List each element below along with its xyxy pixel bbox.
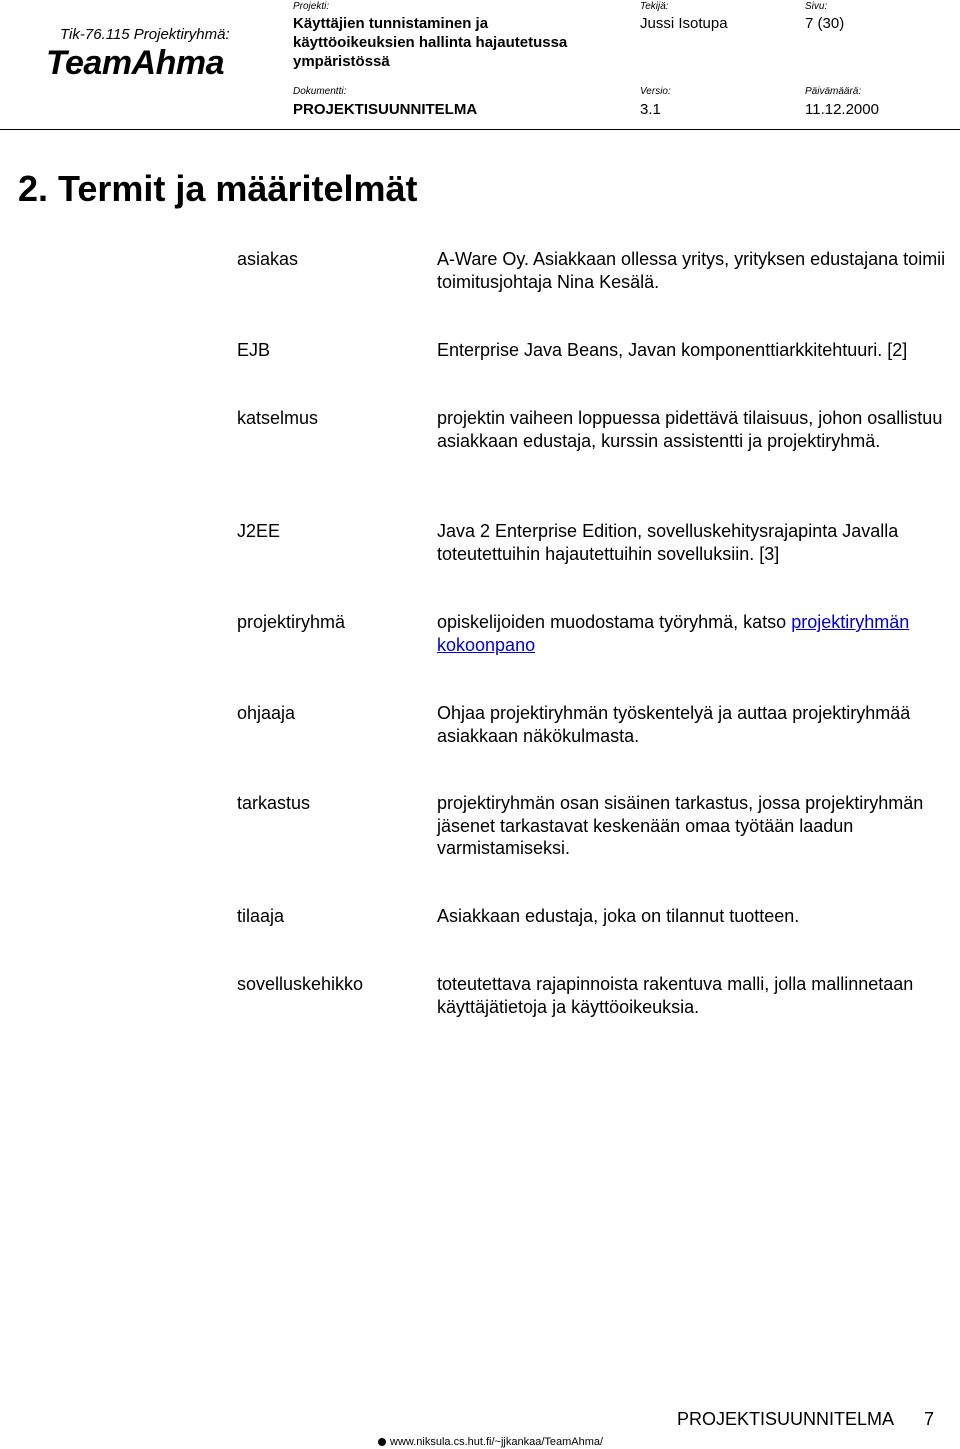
term: katselmus: [237, 408, 319, 428]
term-definition: toteutettava rajapinnoista rakentuva malli, jolla mallinnetaan käyttäjätietoja ja käyttöoikeuksia.: [437, 974, 914, 1017]
footer-document-name: PROJEKTISUUNNITELMA: [676, 1409, 894, 1429]
term-definition: projektin vaiheen loppuessa pidettävä tilaisuus, johon osallistuu asiakkaan edustaja, kurssin assistentti ja projektiryhmä.: [437, 408, 943, 451]
page-value: 7 (30): [805, 15, 845, 32]
section-title: 2. Termit ja määritelmät: [18, 168, 418, 209]
term: sovelluskehikko: [237, 974, 364, 994]
version-label: Versio:: [640, 86, 671, 97]
footer-document: [677, 1409, 934, 1430]
term-definition: Asiakkaan edustaja, joka on tilannut tuotteen.: [437, 906, 800, 926]
date-label: Päivämäärä:: [805, 86, 862, 97]
term: tarkastus: [237, 793, 311, 813]
footer-url-text: www.niksula.cs.hut.fi/~jjkankaa/TeamAhma/: [390, 1436, 604, 1448]
term: ohjaaja: [237, 703, 296, 723]
team-composition-link[interactable]: projektiryhmän kokoonpano: [437, 612, 910, 655]
term-definition: Enterprise Java Beans, Javan komponenttiarkkitehtuuri. [2]: [437, 340, 908, 360]
header-divider: [0, 129, 960, 130]
author-value: Jussi Isotupa: [640, 15, 728, 32]
term-definition: Ohjaa projektiryhmän työskentelyä ja auttaa projektiryhmää asiakkaan näkökulmasta.: [437, 703, 911, 746]
author-label: Tekijä:: [640, 1, 669, 12]
term: J2EE: [237, 521, 281, 541]
org-name: TeamAhma: [46, 44, 225, 82]
page-label: Sivu:: [805, 1, 828, 12]
project-label: Projekti:: [293, 1, 330, 12]
term: asiakas: [237, 249, 299, 269]
date-value: 11.12.2000: [805, 101, 879, 118]
footer-page-number: 7: [923, 1409, 934, 1429]
footer-url: [378, 1436, 603, 1448]
term: projektiryhmä: [237, 612, 346, 632]
document-value: PROJEKTISUUNNITELMA: [293, 101, 478, 118]
header-org-block: [0, 0, 282, 97]
term-definition: [437, 611, 957, 656]
version-value: 3.1: [640, 101, 661, 118]
term-definition: A-Ware Oy. Asiakkaan ollessa yritys, yrityksen edustajana toimii toimitusjohtaja Nina Kesälä.: [437, 249, 946, 292]
project-title: Käyttäjien tunnistaminen ja käyttöoikeuksien hallinta hajautetussa ympäristössä: [293, 15, 568, 70]
term-definition: projektiryhmän osan sisäinen tarkastus, jossa projektiryhmän jäsenet tarkastavat keskenään omaa työtään laadun varmistamiseksi.: [437, 793, 924, 858]
term-definition: Java 2 Enterprise Edition, sovelluskehitysrajapinta Javalla toteutettuihin hajautettuihin sovelluksiin. [3]: [437, 521, 899, 564]
document-label: Dokumentti:: [293, 86, 347, 97]
org-group-label: Tik-76.115 Projektiryhmä:: [60, 26, 230, 43]
term: EJB: [237, 340, 271, 360]
web-icon: [378, 1438, 386, 1446]
term: tilaaja: [237, 906, 285, 926]
term-definition-text: opiskelijoiden muodostama työryhmä, katso: [437, 612, 792, 632]
